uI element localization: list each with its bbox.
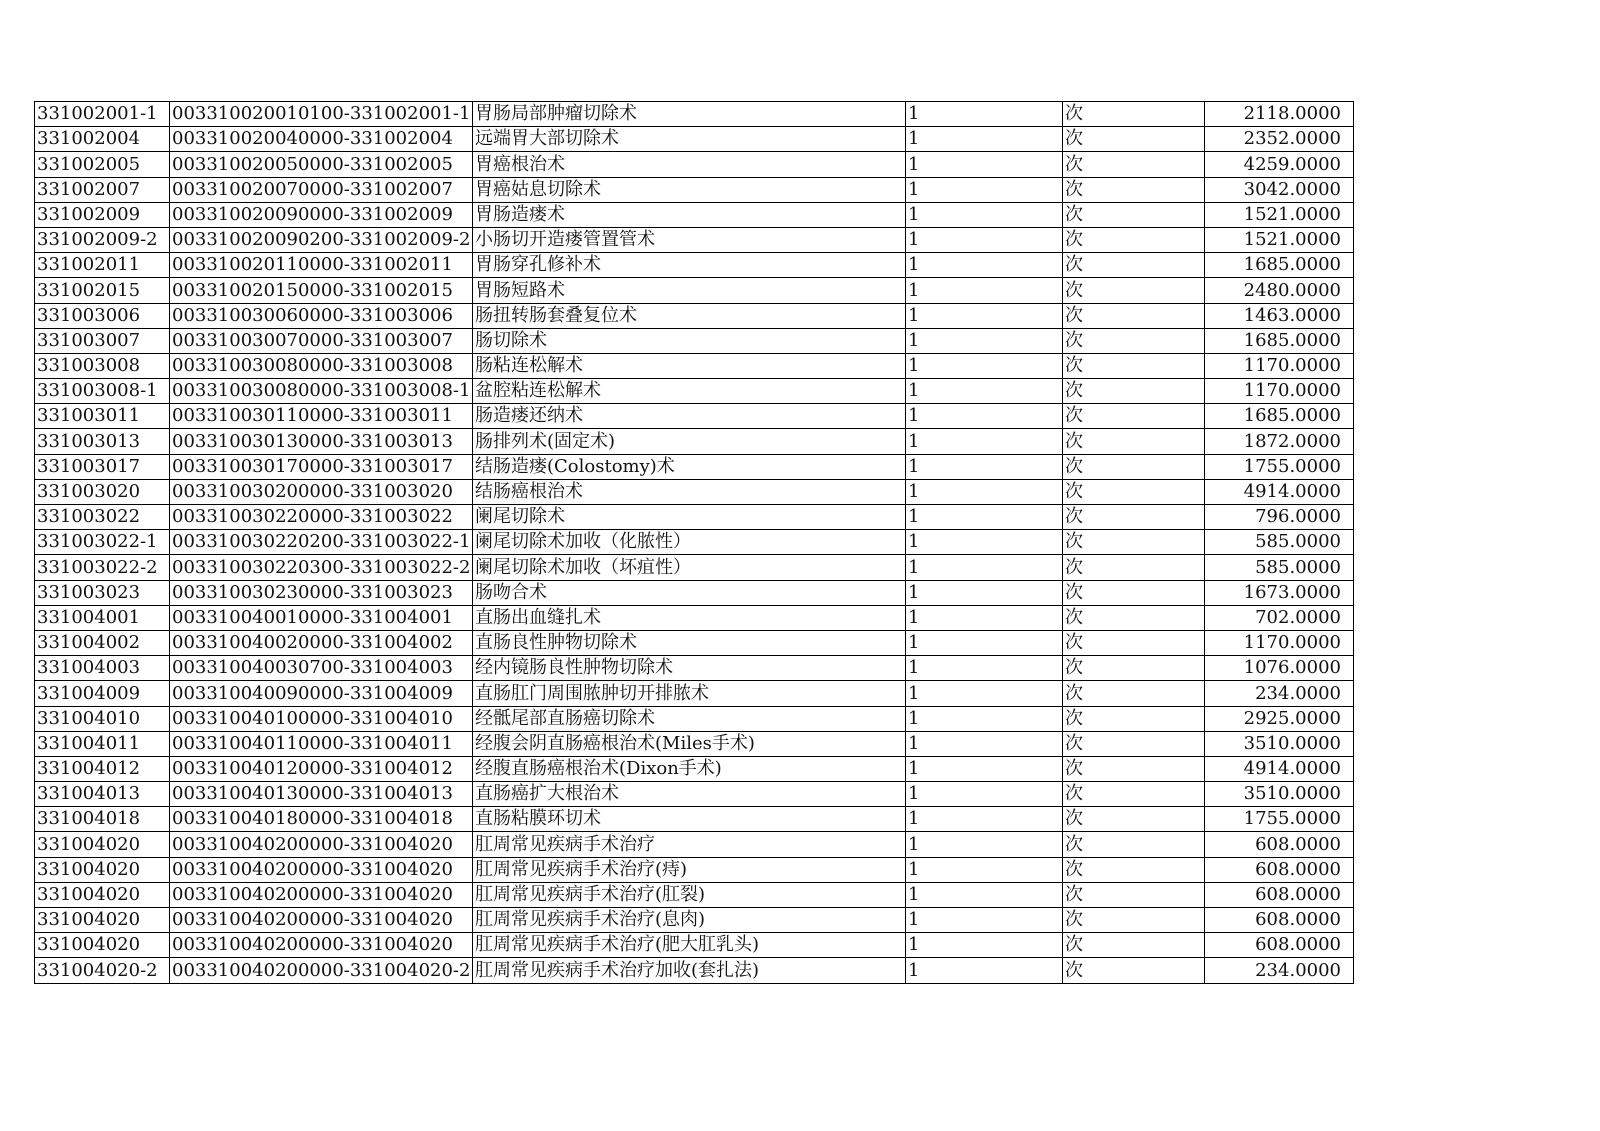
cell-price: 3510.0000: [1205, 782, 1354, 807]
cell-unit: 次: [1063, 479, 1205, 504]
cell-national-code: 003310020040000-331002004: [170, 127, 473, 152]
cell-quantity: 1: [906, 454, 1063, 479]
cell-quantity: 1: [906, 328, 1063, 353]
cell-unit: 次: [1063, 505, 1205, 530]
cell-national-code: 003310020050000-331002005: [170, 152, 473, 177]
cell-item-code: 331002001-1: [35, 102, 170, 127]
table-row: [35, 102, 1354, 127]
cell-unit: 次: [1063, 379, 1205, 404]
cell-price: 608.0000: [1205, 933, 1354, 958]
cell-price: 702.0000: [1205, 605, 1354, 630]
table-row: [35, 379, 1354, 404]
cell-price: 3510.0000: [1205, 731, 1354, 756]
cell-price: 608.0000: [1205, 857, 1354, 882]
table-row: [35, 656, 1354, 681]
cell-item-code: 331002011: [35, 253, 170, 278]
table-row: [35, 958, 1354, 983]
cell-price: 608.0000: [1205, 908, 1354, 933]
cell-item-code: 331003022: [35, 505, 170, 530]
cell-unit: 次: [1063, 908, 1205, 933]
cell-item-name: 胃肠穿孔修补术: [473, 253, 906, 278]
cell-unit: 次: [1063, 580, 1205, 605]
cell-quantity: 1: [906, 353, 1063, 378]
cell-item-name: 肛周常见疾病手术治疗(痔): [473, 857, 906, 882]
cell-price: 1463.0000: [1205, 303, 1354, 328]
table-row: [35, 857, 1354, 882]
cell-item-name: 远端胃大部切除术: [473, 127, 906, 152]
cell-unit: 次: [1063, 656, 1205, 681]
price-table: [34, 101, 1354, 984]
price-table-body: [35, 102, 1354, 984]
cell-unit: 次: [1063, 933, 1205, 958]
cell-national-code: 003310030110000-331003011: [170, 404, 473, 429]
cell-quantity: 1: [906, 908, 1063, 933]
cell-national-code: 003310030080000-331003008: [170, 353, 473, 378]
cell-item-code: 331004020-2: [35, 958, 170, 983]
cell-item-code: 331003008-1: [35, 379, 170, 404]
table-row: [35, 227, 1354, 252]
cell-item-name: 肠粘连松解术: [473, 353, 906, 378]
cell-item-code: 331004012: [35, 756, 170, 781]
cell-unit: 次: [1063, 278, 1205, 303]
cell-national-code: 003310040020000-331004002: [170, 630, 473, 655]
table-row: [35, 555, 1354, 580]
cell-national-code: 003310040200000-331004020: [170, 908, 473, 933]
cell-price: 234.0000: [1205, 681, 1354, 706]
cell-quantity: 1: [906, 681, 1063, 706]
table-row: [35, 303, 1354, 328]
cell-item-name: 肛周常见疾病手术治疗(息肉): [473, 908, 906, 933]
cell-item-name: 阑尾切除术: [473, 505, 906, 530]
table-row: [35, 882, 1354, 907]
cell-price: 2118.0000: [1205, 102, 1354, 127]
cell-item-name: 阑尾切除术加收（化脓性）: [473, 530, 906, 555]
cell-unit: 次: [1063, 429, 1205, 454]
cell-quantity: 1: [906, 253, 1063, 278]
cell-national-code: 003310030070000-331003007: [170, 328, 473, 353]
cell-item-code: 331002005: [35, 152, 170, 177]
cell-item-name: 肛周常见疾病手术治疗: [473, 832, 906, 857]
cell-unit: 次: [1063, 857, 1205, 882]
cell-unit: 次: [1063, 127, 1205, 152]
cell-unit: 次: [1063, 253, 1205, 278]
table-row: [35, 479, 1354, 504]
cell-item-name: 直肠癌扩大根治术: [473, 782, 906, 807]
cell-unit: 次: [1063, 177, 1205, 202]
cell-price: 234.0000: [1205, 958, 1354, 983]
cell-quantity: 1: [906, 555, 1063, 580]
cell-quantity: 1: [906, 479, 1063, 504]
cell-quantity: 1: [906, 756, 1063, 781]
table-row: [35, 152, 1354, 177]
table-row: [35, 202, 1354, 227]
cell-unit: 次: [1063, 303, 1205, 328]
cell-item-code: 331003013: [35, 429, 170, 454]
cell-quantity: 1: [906, 227, 1063, 252]
cell-item-name: 直肠粘膜环切术: [473, 807, 906, 832]
cell-unit: 次: [1063, 605, 1205, 630]
table-row: [35, 630, 1354, 655]
cell-quantity: 1: [906, 630, 1063, 655]
table-row: [35, 328, 1354, 353]
cell-price: 1170.0000: [1205, 630, 1354, 655]
cell-item-code: 331004020: [35, 882, 170, 907]
table-row: [35, 530, 1354, 555]
cell-price: 2480.0000: [1205, 278, 1354, 303]
cell-national-code: 003310040130000-331004013: [170, 782, 473, 807]
cell-item-code: 331003022-2: [35, 555, 170, 580]
cell-item-code: 331004002: [35, 630, 170, 655]
cell-item-name: 肛周常见疾病手术治疗加收(套扎法): [473, 958, 906, 983]
cell-national-code: 003310030080000-331003008-1: [170, 379, 473, 404]
cell-price: 1755.0000: [1205, 807, 1354, 832]
cell-national-code: 003310040100000-331004010: [170, 706, 473, 731]
cell-item-name: 肛周常见疾病手术治疗(肥大肛乳头): [473, 933, 906, 958]
table-row: [35, 505, 1354, 530]
cell-item-name: 肠排列术(固定术): [473, 429, 906, 454]
cell-item-code: 331003006: [35, 303, 170, 328]
cell-price: 1685.0000: [1205, 328, 1354, 353]
cell-price: 1076.0000: [1205, 656, 1354, 681]
cell-quantity: 1: [906, 429, 1063, 454]
table-row: [35, 782, 1354, 807]
cell-item-name: 结肠造瘘(Colostomy)术: [473, 454, 906, 479]
cell-national-code: 003310040110000-331004011: [170, 731, 473, 756]
cell-price: 608.0000: [1205, 832, 1354, 857]
cell-quantity: 1: [906, 933, 1063, 958]
table-row: [35, 756, 1354, 781]
cell-quantity: 1: [906, 706, 1063, 731]
cell-national-code: 003310040200000-331004020: [170, 857, 473, 882]
table-row: [35, 933, 1354, 958]
cell-national-code: 003310040200000-331004020-2: [170, 958, 473, 983]
cell-national-code: 003310030220000-331003022: [170, 505, 473, 530]
cell-national-code: 003310040030700-331004003: [170, 656, 473, 681]
cell-unit: 次: [1063, 807, 1205, 832]
cell-item-name: 经骶尾部直肠癌切除术: [473, 706, 906, 731]
cell-quantity: 1: [906, 731, 1063, 756]
cell-unit: 次: [1063, 555, 1205, 580]
cell-quantity: 1: [906, 102, 1063, 127]
cell-item-name: 胃癌姑息切除术: [473, 177, 906, 202]
cell-quantity: 1: [906, 127, 1063, 152]
table-row: [35, 353, 1354, 378]
cell-national-code: 003310040010000-331004001: [170, 605, 473, 630]
cell-item-code: 331004011: [35, 731, 170, 756]
cell-price: 2925.0000: [1205, 706, 1354, 731]
cell-item-code: 331002004: [35, 127, 170, 152]
cell-national-code: 003310030060000-331003006: [170, 303, 473, 328]
cell-item-code: 331002009-2: [35, 227, 170, 252]
cell-item-name: 经内镜肠良性肿物切除术: [473, 656, 906, 681]
cell-item-code: 331004003: [35, 656, 170, 681]
cell-item-name: 胃癌根治术: [473, 152, 906, 177]
cell-price: 585.0000: [1205, 530, 1354, 555]
cell-item-code: 331003017: [35, 454, 170, 479]
cell-item-name: 经腹会阴直肠癌根治术(Miles手术): [473, 731, 906, 756]
cell-item-code: 331003022-1: [35, 530, 170, 555]
cell-item-code: 331003020: [35, 479, 170, 504]
cell-price: 4914.0000: [1205, 756, 1354, 781]
cell-quantity: 1: [906, 605, 1063, 630]
cell-item-code: 331004009: [35, 681, 170, 706]
cell-item-code: 331004018: [35, 807, 170, 832]
cell-quantity: 1: [906, 303, 1063, 328]
table-row: [35, 605, 1354, 630]
table-row: [35, 127, 1354, 152]
cell-item-code: 331003008: [35, 353, 170, 378]
cell-national-code: 003310040200000-331004020: [170, 832, 473, 857]
cell-price: 608.0000: [1205, 882, 1354, 907]
cell-item-name: 胃肠局部肿瘤切除术: [473, 102, 906, 127]
cell-item-name: 肠切除术: [473, 328, 906, 353]
cell-item-code: 331004020: [35, 933, 170, 958]
cell-quantity: 1: [906, 580, 1063, 605]
cell-unit: 次: [1063, 202, 1205, 227]
cell-item-name: 胃肠造瘘术: [473, 202, 906, 227]
cell-national-code: 003310040120000-331004012: [170, 756, 473, 781]
cell-item-code: 331002007: [35, 177, 170, 202]
table-row: [35, 681, 1354, 706]
cell-unit: 次: [1063, 731, 1205, 756]
cell-item-code: 331003023: [35, 580, 170, 605]
cell-unit: 次: [1063, 832, 1205, 857]
cell-unit: 次: [1063, 782, 1205, 807]
cell-unit: 次: [1063, 756, 1205, 781]
cell-national-code: 003310030220200-331003022-1: [170, 530, 473, 555]
cell-quantity: 1: [906, 177, 1063, 202]
cell-national-code: 003310020090200-331002009-2: [170, 227, 473, 252]
cell-unit: 次: [1063, 152, 1205, 177]
cell-national-code: 003310030230000-331003023: [170, 580, 473, 605]
cell-unit: 次: [1063, 227, 1205, 252]
cell-quantity: 1: [906, 807, 1063, 832]
cell-quantity: 1: [906, 202, 1063, 227]
cell-quantity: 1: [906, 882, 1063, 907]
cell-price: 1685.0000: [1205, 404, 1354, 429]
cell-item-code: 331004010: [35, 706, 170, 731]
cell-item-code: 331002009: [35, 202, 170, 227]
table-row: [35, 454, 1354, 479]
cell-item-name: 直肠肛门周围脓肿切开排脓术: [473, 681, 906, 706]
table-row: [35, 908, 1354, 933]
cell-item-name: 肠吻合术: [473, 580, 906, 605]
cell-quantity: 1: [906, 656, 1063, 681]
cell-national-code: 003310030130000-331003013: [170, 429, 473, 454]
cell-item-code: 331004020: [35, 857, 170, 882]
table-row: [35, 278, 1354, 303]
cell-item-name: 胃肠短路术: [473, 278, 906, 303]
cell-unit: 次: [1063, 958, 1205, 983]
cell-price: 3042.0000: [1205, 177, 1354, 202]
cell-quantity: 1: [906, 530, 1063, 555]
cell-quantity: 1: [906, 379, 1063, 404]
cell-item-code: 331004020: [35, 908, 170, 933]
cell-item-name: 肛周常见疾病手术治疗(肛裂): [473, 882, 906, 907]
cell-item-code: 331003007: [35, 328, 170, 353]
cell-price: 1872.0000: [1205, 429, 1354, 454]
cell-price: 585.0000: [1205, 555, 1354, 580]
cell-item-name: 经腹直肠癌根治术(Dixon手术): [473, 756, 906, 781]
cell-price: 796.0000: [1205, 505, 1354, 530]
table-row: [35, 706, 1354, 731]
cell-unit: 次: [1063, 102, 1205, 127]
cell-item-name: 盆腔粘连松解术: [473, 379, 906, 404]
cell-unit: 次: [1063, 882, 1205, 907]
cell-item-code: 331003011: [35, 404, 170, 429]
cell-item-name: 直肠良性肿物切除术: [473, 630, 906, 655]
cell-national-code: 003310040200000-331004020: [170, 933, 473, 958]
cell-item-name: 肠造瘘还纳术: [473, 404, 906, 429]
cell-unit: 次: [1063, 681, 1205, 706]
table-row: [35, 807, 1354, 832]
cell-item-name: 小肠切开造瘘管置管术: [473, 227, 906, 252]
table-row: [35, 253, 1354, 278]
table-row: [35, 177, 1354, 202]
cell-item-code: 331004013: [35, 782, 170, 807]
table-row: [35, 731, 1354, 756]
cell-item-code: 331002015: [35, 278, 170, 303]
table-row: [35, 404, 1354, 429]
cell-price: 1521.0000: [1205, 227, 1354, 252]
cell-price: 1755.0000: [1205, 454, 1354, 479]
cell-price: 1521.0000: [1205, 202, 1354, 227]
cell-quantity: 1: [906, 152, 1063, 177]
cell-price: 1685.0000: [1205, 253, 1354, 278]
cell-item-name: 肠扭转肠套叠复位术: [473, 303, 906, 328]
cell-item-code: 331004020: [35, 832, 170, 857]
table-row: [35, 580, 1354, 605]
table-row: [35, 429, 1354, 454]
cell-quantity: 1: [906, 505, 1063, 530]
cell-national-code: 003310020010100-331002001-1: [170, 102, 473, 127]
cell-national-code: 003310040180000-331004018: [170, 807, 473, 832]
cell-unit: 次: [1063, 706, 1205, 731]
cell-item-name: 直肠出血缝扎术: [473, 605, 906, 630]
cell-item-code: 331004001: [35, 605, 170, 630]
cell-price: 1170.0000: [1205, 379, 1354, 404]
cell-unit: 次: [1063, 404, 1205, 429]
cell-national-code: 003310040090000-331004009: [170, 681, 473, 706]
cell-national-code: 003310020150000-331002015: [170, 278, 473, 303]
cell-unit: 次: [1063, 353, 1205, 378]
cell-price: 1170.0000: [1205, 353, 1354, 378]
cell-national-code: 003310020070000-331002007: [170, 177, 473, 202]
cell-unit: 次: [1063, 328, 1205, 353]
cell-national-code: 003310030200000-331003020: [170, 479, 473, 504]
cell-price: 4259.0000: [1205, 152, 1354, 177]
cell-quantity: 1: [906, 857, 1063, 882]
cell-national-code: 003310020110000-331002011: [170, 253, 473, 278]
cell-unit: 次: [1063, 630, 1205, 655]
cell-quantity: 1: [906, 832, 1063, 857]
cell-price: 1673.0000: [1205, 580, 1354, 605]
cell-quantity: 1: [906, 782, 1063, 807]
table-row: [35, 832, 1354, 857]
cell-national-code: 003310030170000-331003017: [170, 454, 473, 479]
cell-unit: 次: [1063, 530, 1205, 555]
cell-quantity: 1: [906, 404, 1063, 429]
cell-national-code: 003310030220300-331003022-2: [170, 555, 473, 580]
cell-quantity: 1: [906, 958, 1063, 983]
cell-unit: 次: [1063, 454, 1205, 479]
cell-item-name: 阑尾切除术加收（坏疽性）: [473, 555, 906, 580]
cell-national-code: 003310040200000-331004020: [170, 882, 473, 907]
cell-national-code: 003310020090000-331002009: [170, 202, 473, 227]
cell-price: 2352.0000: [1205, 127, 1354, 152]
cell-quantity: 1: [906, 278, 1063, 303]
cell-price: 4914.0000: [1205, 479, 1354, 504]
cell-item-name: 结肠癌根治术: [473, 479, 906, 504]
